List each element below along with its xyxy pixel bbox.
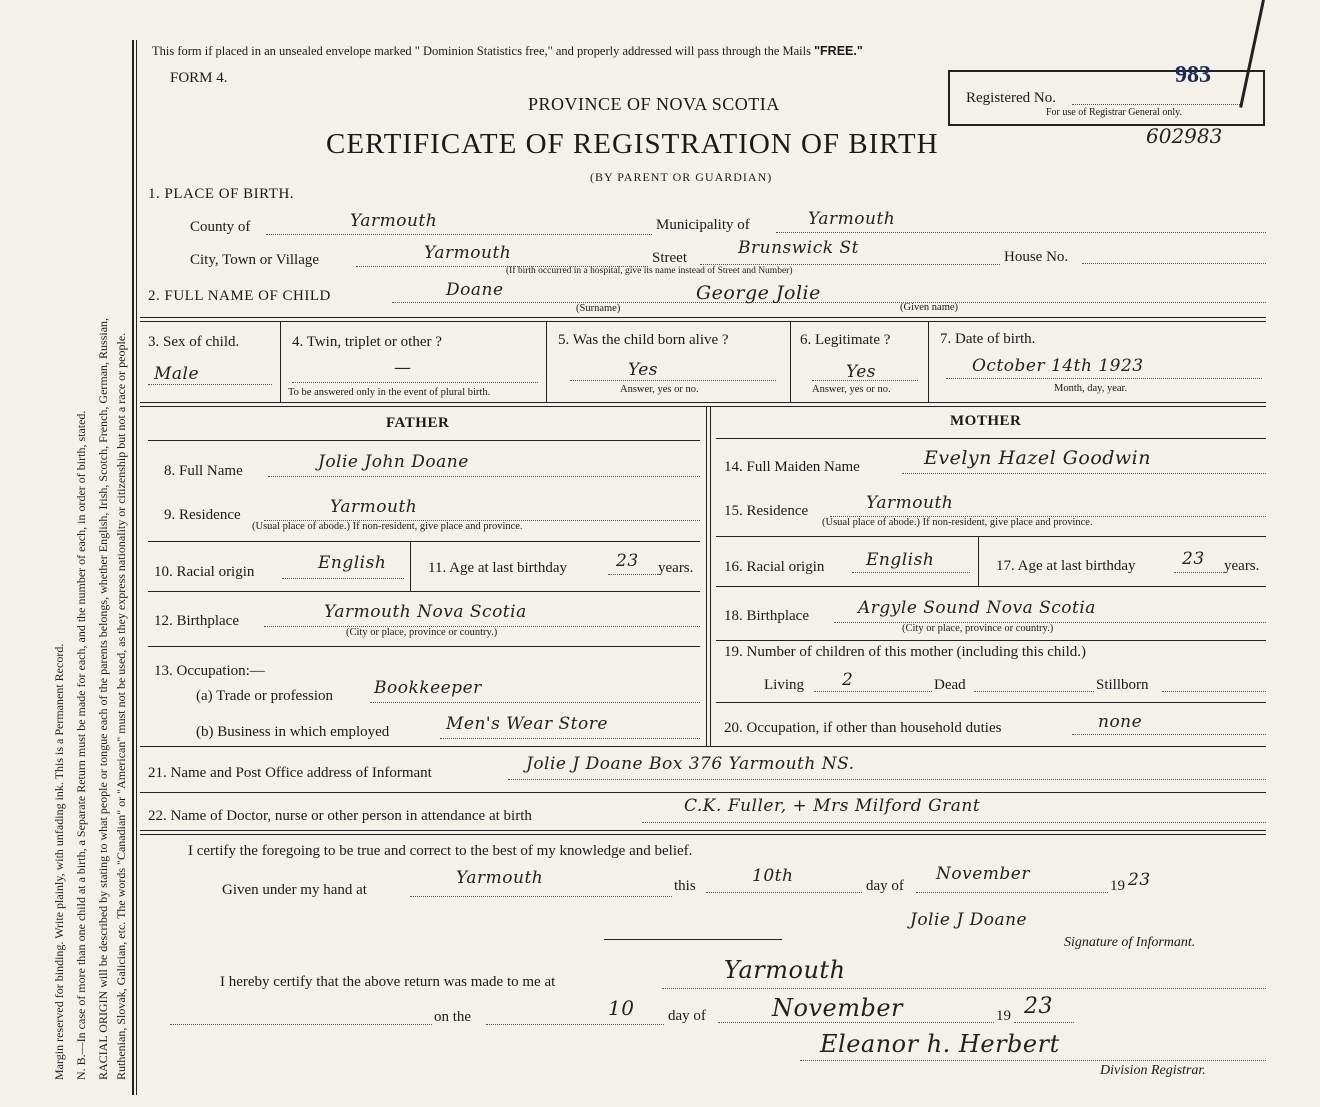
mother-racial-value: English: [866, 550, 935, 570]
day-value: 10th: [752, 866, 794, 886]
mother-age-label: 17. Age at last birthday: [996, 558, 1136, 574]
registrar-day-of-label: day of: [668, 1008, 706, 1024]
margin-note-2: N. B.—In case of more than one child at a birth, a Separate Return must be made for each, and the number of each, in order of birth, stated.: [74, 410, 88, 1080]
father-years: years.: [658, 560, 694, 576]
margin-rule-inner: [136, 40, 137, 1095]
margin-rule: [132, 40, 134, 1095]
doctor-value: C.K. Fuller, + Mrs Milford Grant: [684, 796, 981, 816]
county-label: County of: [190, 219, 251, 235]
child-given-value: George Jolie: [696, 282, 821, 304]
page-title: CERTIFICATE OF REGISTRATION OF BIRTH: [326, 128, 939, 160]
legitimate-value: Yes: [846, 362, 877, 382]
mother-name-label: 14. Full Maiden Name: [724, 459, 860, 475]
mother-name-value: Evelyn Hazel Goodwin: [924, 447, 1151, 469]
father-residence-note: (Usual place of abode.) If non-resident, give place and province.: [252, 521, 523, 532]
registered-number: 983: [1175, 62, 1211, 88]
mother-birthplace-label: 18. Birthplace: [724, 608, 809, 624]
father-name-value: Jolie John Doane: [318, 452, 469, 472]
twin-label: 4. Twin, triplet or other ?: [292, 334, 442, 350]
informant-label: 21. Name and Post Office address of Informant: [148, 765, 432, 781]
mother-occupation-value: none: [1098, 712, 1143, 732]
twin-value: —: [394, 358, 412, 378]
place-heading: 1. PLACE OF BIRTH.: [148, 186, 295, 202]
given-place-value: Yarmouth: [456, 868, 544, 888]
mother-residence-note: (Usual place of abode.) If non-resident, give place and province.: [822, 517, 1093, 528]
registrar-signature: Eleanor h. Herbert: [820, 1030, 1060, 1058]
signature-label: Signature of Informant.: [1064, 935, 1196, 950]
city-label: City, Town or Village: [190, 252, 320, 268]
registrar-place-value: Yarmouth: [724, 956, 846, 984]
stillborn-label: Stillborn: [1096, 677, 1149, 693]
municipality-label: Municipality of: [656, 217, 750, 233]
registered-label: Registered No.: [966, 90, 1056, 106]
twin-note: To be answered only in the event of plural birth.: [288, 387, 491, 398]
registrar-month-value: November: [772, 994, 904, 1022]
alive-note: Answer, yes or no.: [620, 384, 699, 395]
father-name-label: 8. Full Name: [164, 463, 243, 479]
doctor-label: 22. Name of Doctor, nurse or other person in attendance at birth: [148, 808, 532, 824]
surname-note: (Surname): [576, 303, 621, 314]
mother-age-value: 23: [1182, 549, 1205, 569]
division-registrar-label: Division Registrar.: [1100, 1063, 1206, 1078]
living-label: Living: [764, 677, 804, 693]
street-value: Brunswick St: [738, 238, 859, 258]
alive-value: Yes: [628, 360, 659, 380]
father-age-value: 23: [616, 551, 639, 571]
this-label: this: [674, 878, 696, 894]
year-value: 23: [1128, 870, 1151, 890]
on-the-label: on the: [434, 1009, 472, 1025]
dead-label: Dead: [934, 677, 966, 693]
father-birthplace-label: 12. Birthplace: [154, 613, 239, 629]
mother-occupation-label: 20. Occupation, if other than household duties: [724, 720, 1002, 736]
mother-years: years.: [1224, 558, 1260, 574]
hospital-note: (If birth occurred in a hospital, give its name instead of Street and Number): [506, 266, 793, 276]
mother-residence-value: Yarmouth: [866, 493, 954, 513]
dob-note: Month, day, year.: [1054, 383, 1128, 394]
mail-notice: This form if placed in an unsealed envelope marked " Dominion Statistics free," and properly addressed will pass through the Mails "FREE.": [152, 44, 863, 58]
trade-value: Bookkeeper: [374, 678, 482, 698]
father-residence-value: Yarmouth: [330, 497, 418, 517]
house-label: House No.: [1004, 249, 1069, 265]
father-age-label: 11. Age at last birthday: [428, 560, 567, 576]
child-name-label: 2. FULL NAME OF CHILD: [148, 288, 331, 304]
margin-note-1: Margin reserved for binding. Write plainly, with unfading ink. This is a Permanent Record.: [52, 643, 66, 1080]
province-heading: PROVINCE OF NOVA SCOTIA: [528, 94, 780, 114]
trade-label: (a) Trade or profession: [196, 688, 334, 704]
sex-value: Male: [154, 364, 200, 384]
given-name-note: (Given name): [900, 302, 959, 313]
legitimate-label: 6. Legitimate ?: [800, 332, 891, 348]
margin-note-4: Ruthenian, Slovak, Galician, etc. The words "Canadian" or "American" must not be used, as they express nationality or citizenship but not a race or people.: [114, 332, 128, 1080]
mother-racial-label: 16. Racial origin: [724, 559, 825, 575]
father-heading: FATHER: [386, 415, 450, 431]
living-value: 2: [842, 670, 854, 690]
business-label: (b) Business in which employed: [196, 724, 390, 740]
business-value: Men's Wear Store: [446, 714, 608, 734]
municipality-value: Yarmouth: [808, 209, 896, 229]
page-subtitle: (BY PARENT OR GUARDIAN): [590, 170, 773, 184]
day-of-label: day of: [866, 878, 904, 894]
county-value: Yarmouth: [350, 211, 438, 231]
father-racial-label: 10. Racial origin: [154, 564, 255, 580]
children-count-label: 19. Number of children of this mother (including this child.): [724, 644, 1087, 660]
year-prefix: 19: [1110, 878, 1125, 894]
margin-note-3: RACIAL ORIGIN will be described by stating to what people or tongue each of the parents belongs, whether English, Irish, Scotch, French, German, Russian,: [96, 317, 110, 1080]
father-residence-label: 9. Residence: [164, 507, 241, 523]
mother-birthplace-note: (City or place, province or country.): [902, 623, 1054, 634]
street-label: Street: [652, 250, 687, 266]
dob-label: 7. Date of birth.: [940, 331, 1036, 347]
informant-signature: Jolie J Doane: [910, 910, 1028, 930]
child-surname-value: Doane: [446, 280, 504, 300]
father-birthplace-value: Yarmouth Nova Scotia: [324, 602, 527, 622]
father-occupation-label: 13. Occupation:—: [154, 663, 265, 679]
mother-birthplace-value: Argyle Sound Nova Scotia: [858, 598, 1096, 618]
registrar-year-prefix: 19: [996, 1008, 1011, 1024]
given-label: Given under my hand at: [222, 882, 367, 898]
mother-residence-label: 15. Residence: [724, 503, 809, 519]
registrar-note: For use of Registrar General only.: [1046, 107, 1182, 118]
file-number: 602983: [1146, 124, 1223, 148]
alive-label: 5. Was the child born alive ?: [558, 332, 729, 348]
mother-heading: MOTHER: [950, 413, 1022, 429]
registrar-year-value: 23: [1024, 994, 1053, 1019]
certify-statement: I certify the foregoing to be true and correct to the best of my knowledge and belief.: [188, 843, 693, 859]
registrar-day-value: 10: [608, 996, 635, 1020]
dob-value: October 14th 1923: [972, 356, 1144, 376]
legitimate-note: Answer, yes or no.: [812, 384, 891, 395]
city-value: Yarmouth: [424, 243, 512, 263]
father-racial-value: English: [318, 553, 387, 573]
father-birthplace-note: (City or place, province or country.): [346, 627, 498, 638]
registrar-statement: I hereby certify that the above return was made to me at: [220, 974, 556, 990]
form-number: FORM 4.: [170, 70, 228, 86]
sex-label: 3. Sex of child.: [148, 334, 240, 350]
informant-value: Jolie J Doane Box 376 Yarmouth NS.: [526, 754, 855, 774]
month-value: November: [936, 864, 1030, 884]
